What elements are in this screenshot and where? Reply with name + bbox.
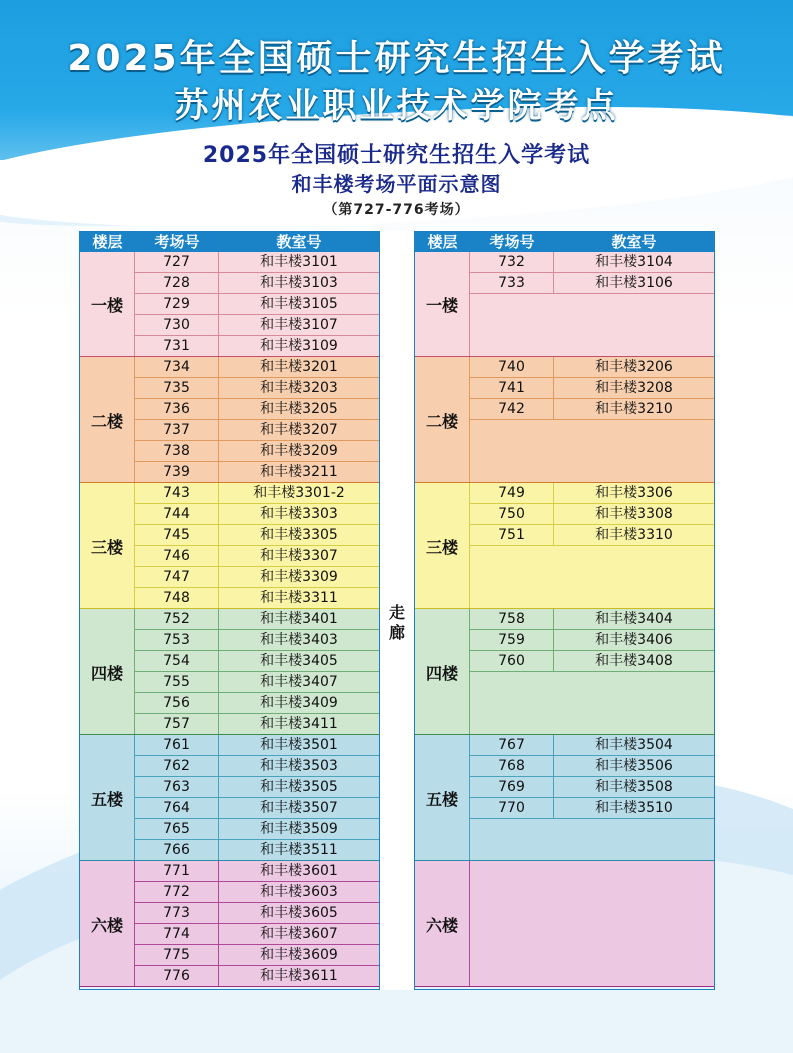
header-classroom: 教室号 xyxy=(611,233,657,251)
classroom-name: 和丰楼3303 xyxy=(260,506,338,522)
room-number: 760 xyxy=(470,651,554,671)
table-row xyxy=(470,504,714,525)
room-number: 747 xyxy=(135,567,219,587)
table-row xyxy=(135,420,379,441)
subtitle-range: （第727-776考场） xyxy=(323,202,470,218)
room-number: 746 xyxy=(135,546,219,566)
classroom-name: 和丰楼3310 xyxy=(595,527,673,543)
room-number: 764 xyxy=(135,798,219,818)
room-number: 732 xyxy=(470,252,554,272)
classroom-name: 和丰楼3301-2 xyxy=(253,485,345,501)
classroom-name: 和丰楼3203 xyxy=(260,380,338,396)
room-number: 755 xyxy=(135,672,219,692)
table-left-half xyxy=(79,231,380,990)
header-room: 考场号 xyxy=(489,233,535,251)
table-row xyxy=(470,357,714,378)
floor-block xyxy=(80,861,379,987)
room-number: 776 xyxy=(135,966,219,986)
room-number: 757 xyxy=(135,714,219,734)
floor-block xyxy=(415,609,714,735)
classroom-name: 和丰楼3406 xyxy=(595,632,673,648)
classroom-name: 和丰楼3409 xyxy=(260,695,338,711)
classroom-name: 和丰楼3104 xyxy=(595,254,673,270)
room-number: 752 xyxy=(135,609,219,629)
table-row xyxy=(470,378,714,399)
floor-label: 六楼 xyxy=(415,861,470,987)
table-row xyxy=(135,336,379,357)
table-row xyxy=(135,882,379,903)
table-row xyxy=(135,483,379,504)
classroom-name: 和丰楼3307 xyxy=(260,548,338,564)
floor-label: 二楼 xyxy=(415,357,470,483)
room-number: 753 xyxy=(135,630,219,650)
table-row xyxy=(135,567,379,588)
classroom-name: 和丰楼3205 xyxy=(260,401,338,417)
table-row xyxy=(135,840,379,861)
floor-label: 三楼 xyxy=(80,483,135,609)
table-row xyxy=(470,777,714,798)
room-number: 731 xyxy=(135,336,219,356)
room-number: 770 xyxy=(470,798,554,818)
floor-block xyxy=(415,357,714,483)
header-room: 考场号 xyxy=(154,233,200,251)
classroom-name: 和丰楼3509 xyxy=(260,821,338,837)
room-number: 761 xyxy=(135,735,219,755)
table-row xyxy=(135,777,379,798)
table-row xyxy=(470,399,714,420)
table-row xyxy=(135,441,379,462)
table-right-half xyxy=(414,231,715,990)
floor-label: 三楼 xyxy=(415,483,470,609)
table-row xyxy=(135,861,379,882)
table-row xyxy=(135,462,379,483)
classroom-name: 和丰楼3211 xyxy=(260,464,338,480)
table-row xyxy=(470,525,714,546)
table-row xyxy=(135,672,379,693)
table-row xyxy=(135,714,379,735)
table-row xyxy=(470,273,714,294)
floor-label: 五楼 xyxy=(415,735,470,861)
room-number: 768 xyxy=(470,756,554,776)
classroom-name: 和丰楼3503 xyxy=(260,758,338,774)
classroom-name: 和丰楼3309 xyxy=(260,569,338,585)
floor-block xyxy=(415,861,714,987)
classroom-name: 和丰楼3603 xyxy=(260,884,338,900)
classroom-name: 和丰楼3103 xyxy=(260,275,338,291)
subtitle-line2: 和丰楼考场平面示意图 xyxy=(291,172,502,196)
room-number: 728 xyxy=(135,273,219,293)
table-row xyxy=(135,357,379,378)
header-classroom: 教室号 xyxy=(276,233,322,251)
banner-title-line1: 2025年全国硕士研究生招生入学考试 xyxy=(67,38,726,79)
table-row xyxy=(135,651,379,672)
table-row xyxy=(135,966,379,987)
classroom-name: 和丰楼3408 xyxy=(595,653,673,669)
floor-block xyxy=(80,609,379,735)
table-row xyxy=(135,378,379,399)
room-number: 740 xyxy=(470,357,554,377)
table-header-left xyxy=(80,232,379,252)
classroom-name: 和丰楼3208 xyxy=(595,380,673,396)
classroom-name: 和丰楼3106 xyxy=(595,275,673,291)
floor-label: 六楼 xyxy=(80,861,135,987)
room-number: 775 xyxy=(135,945,219,965)
room-number: 763 xyxy=(135,777,219,797)
table-row xyxy=(470,483,714,504)
classroom-name: 和丰楼3209 xyxy=(260,443,338,459)
room-number: 751 xyxy=(470,525,554,545)
header-floor: 楼层 xyxy=(92,233,123,251)
room-number: 758 xyxy=(470,609,554,629)
table-row xyxy=(135,252,379,273)
table-row xyxy=(470,609,714,630)
room-number: 735 xyxy=(135,378,219,398)
table-row xyxy=(470,252,714,273)
classroom-name: 和丰楼3401 xyxy=(260,611,338,627)
room-number: 773 xyxy=(135,903,219,923)
table-row xyxy=(470,630,714,651)
room-number: 769 xyxy=(470,777,554,797)
classroom-name: 和丰楼3306 xyxy=(595,485,673,501)
table-row xyxy=(135,525,379,546)
classroom-name: 和丰楼3411 xyxy=(260,716,338,732)
classroom-name: 和丰楼3109 xyxy=(260,338,338,354)
room-number: 748 xyxy=(135,588,219,608)
classroom-name: 和丰楼3210 xyxy=(595,401,673,417)
room-number: 749 xyxy=(470,483,554,503)
table-row xyxy=(135,798,379,819)
room-number: 743 xyxy=(135,483,219,503)
floor-block xyxy=(415,735,714,861)
table-row xyxy=(135,588,379,609)
classroom-name: 和丰楼3105 xyxy=(260,296,338,312)
room-number: 774 xyxy=(135,924,219,944)
room-number: 750 xyxy=(470,504,554,524)
table-row xyxy=(135,399,379,420)
classroom-name: 和丰楼3107 xyxy=(260,317,338,333)
classroom-name: 和丰楼3207 xyxy=(260,422,338,438)
floor-label: 四楼 xyxy=(415,609,470,735)
table-row xyxy=(470,651,714,672)
exam-room-table xyxy=(79,231,715,990)
table-row xyxy=(135,294,379,315)
room-number: 737 xyxy=(135,420,219,440)
table-row xyxy=(135,756,379,777)
room-number: 729 xyxy=(135,294,219,314)
classroom-name: 和丰楼3611 xyxy=(260,968,338,984)
classroom-name: 和丰楼3403 xyxy=(260,632,338,648)
table-row xyxy=(135,819,379,840)
floor-block xyxy=(415,483,714,609)
room-number: 736 xyxy=(135,399,219,419)
floor-divider xyxy=(80,986,379,987)
room-number: 766 xyxy=(135,840,219,860)
classroom-name: 和丰楼3507 xyxy=(260,800,338,816)
corridor-char: 走 xyxy=(388,603,405,622)
classroom-name: 和丰楼3601 xyxy=(260,863,338,879)
floor-label: 一楼 xyxy=(80,252,135,357)
floor-label: 二楼 xyxy=(80,357,135,483)
floor-block xyxy=(80,483,379,609)
classroom-name: 和丰楼3506 xyxy=(595,758,673,774)
room-number: 742 xyxy=(470,399,554,419)
floor-label: 四楼 xyxy=(80,609,135,735)
table-row xyxy=(135,924,379,945)
table-header-right xyxy=(415,232,714,252)
floor-block xyxy=(80,357,379,483)
table-row xyxy=(135,315,379,336)
table-row xyxy=(135,504,379,525)
subtitle-line1: 2025年全国硕士研究生招生入学考试 xyxy=(202,143,591,168)
banner-title-line2: 苏州农业职业技术学院考点 xyxy=(174,86,619,126)
classroom-name: 和丰楼3404 xyxy=(595,611,673,627)
classroom-name: 和丰楼3605 xyxy=(260,905,338,921)
classroom-name: 和丰楼3501 xyxy=(260,737,338,753)
room-number: 759 xyxy=(470,630,554,650)
classroom-name: 和丰楼3505 xyxy=(260,779,338,795)
table-row xyxy=(470,756,714,777)
room-number: 767 xyxy=(470,735,554,755)
room-number: 733 xyxy=(470,273,554,293)
floor-label: 五楼 xyxy=(80,735,135,861)
room-number: 762 xyxy=(135,756,219,776)
corridor-char: 廊 xyxy=(388,623,405,642)
classroom-name: 和丰楼3405 xyxy=(260,653,338,669)
room-number: 771 xyxy=(135,861,219,881)
table-row xyxy=(470,798,714,819)
header-floor: 楼层 xyxy=(427,233,458,251)
table-row xyxy=(135,609,379,630)
room-number: 756 xyxy=(135,693,219,713)
table-row xyxy=(135,693,379,714)
classroom-name: 和丰楼3308 xyxy=(595,506,673,522)
classroom-name: 和丰楼3101 xyxy=(260,254,338,270)
table-row xyxy=(135,945,379,966)
floor-label: 一楼 xyxy=(415,252,470,357)
room-number: 754 xyxy=(135,651,219,671)
table-row xyxy=(135,735,379,756)
room-number: 741 xyxy=(470,378,554,398)
room-number: 744 xyxy=(135,504,219,524)
classroom-name: 和丰楼3609 xyxy=(260,947,338,963)
room-number: 727 xyxy=(135,252,219,272)
classroom-name: 和丰楼3504 xyxy=(595,737,673,753)
table-row xyxy=(135,903,379,924)
classroom-name: 和丰楼3511 xyxy=(260,842,338,858)
corridor-label xyxy=(388,603,406,643)
classroom-name: 和丰楼3201 xyxy=(260,359,338,375)
classroom-name: 和丰楼3311 xyxy=(260,590,338,606)
floor-block xyxy=(415,252,714,357)
table-row xyxy=(470,735,714,756)
room-number: 734 xyxy=(135,357,219,377)
classroom-name: 和丰楼3305 xyxy=(260,527,338,543)
room-number: 738 xyxy=(135,441,219,461)
classroom-name: 和丰楼3508 xyxy=(595,779,673,795)
floor-divider xyxy=(415,986,714,987)
table-row xyxy=(135,273,379,294)
classroom-name: 和丰楼3407 xyxy=(260,674,338,690)
floor-block xyxy=(80,735,379,861)
room-number: 745 xyxy=(135,525,219,545)
room-number: 730 xyxy=(135,315,219,335)
table-row xyxy=(135,630,379,651)
floor-block xyxy=(80,252,379,357)
classroom-name: 和丰楼3607 xyxy=(260,926,338,942)
room-number: 739 xyxy=(135,462,219,482)
classroom-name: 和丰楼3510 xyxy=(595,800,673,816)
classroom-name: 和丰楼3206 xyxy=(595,359,673,375)
room-number: 772 xyxy=(135,882,219,902)
table-row xyxy=(135,546,379,567)
room-number: 765 xyxy=(135,819,219,839)
